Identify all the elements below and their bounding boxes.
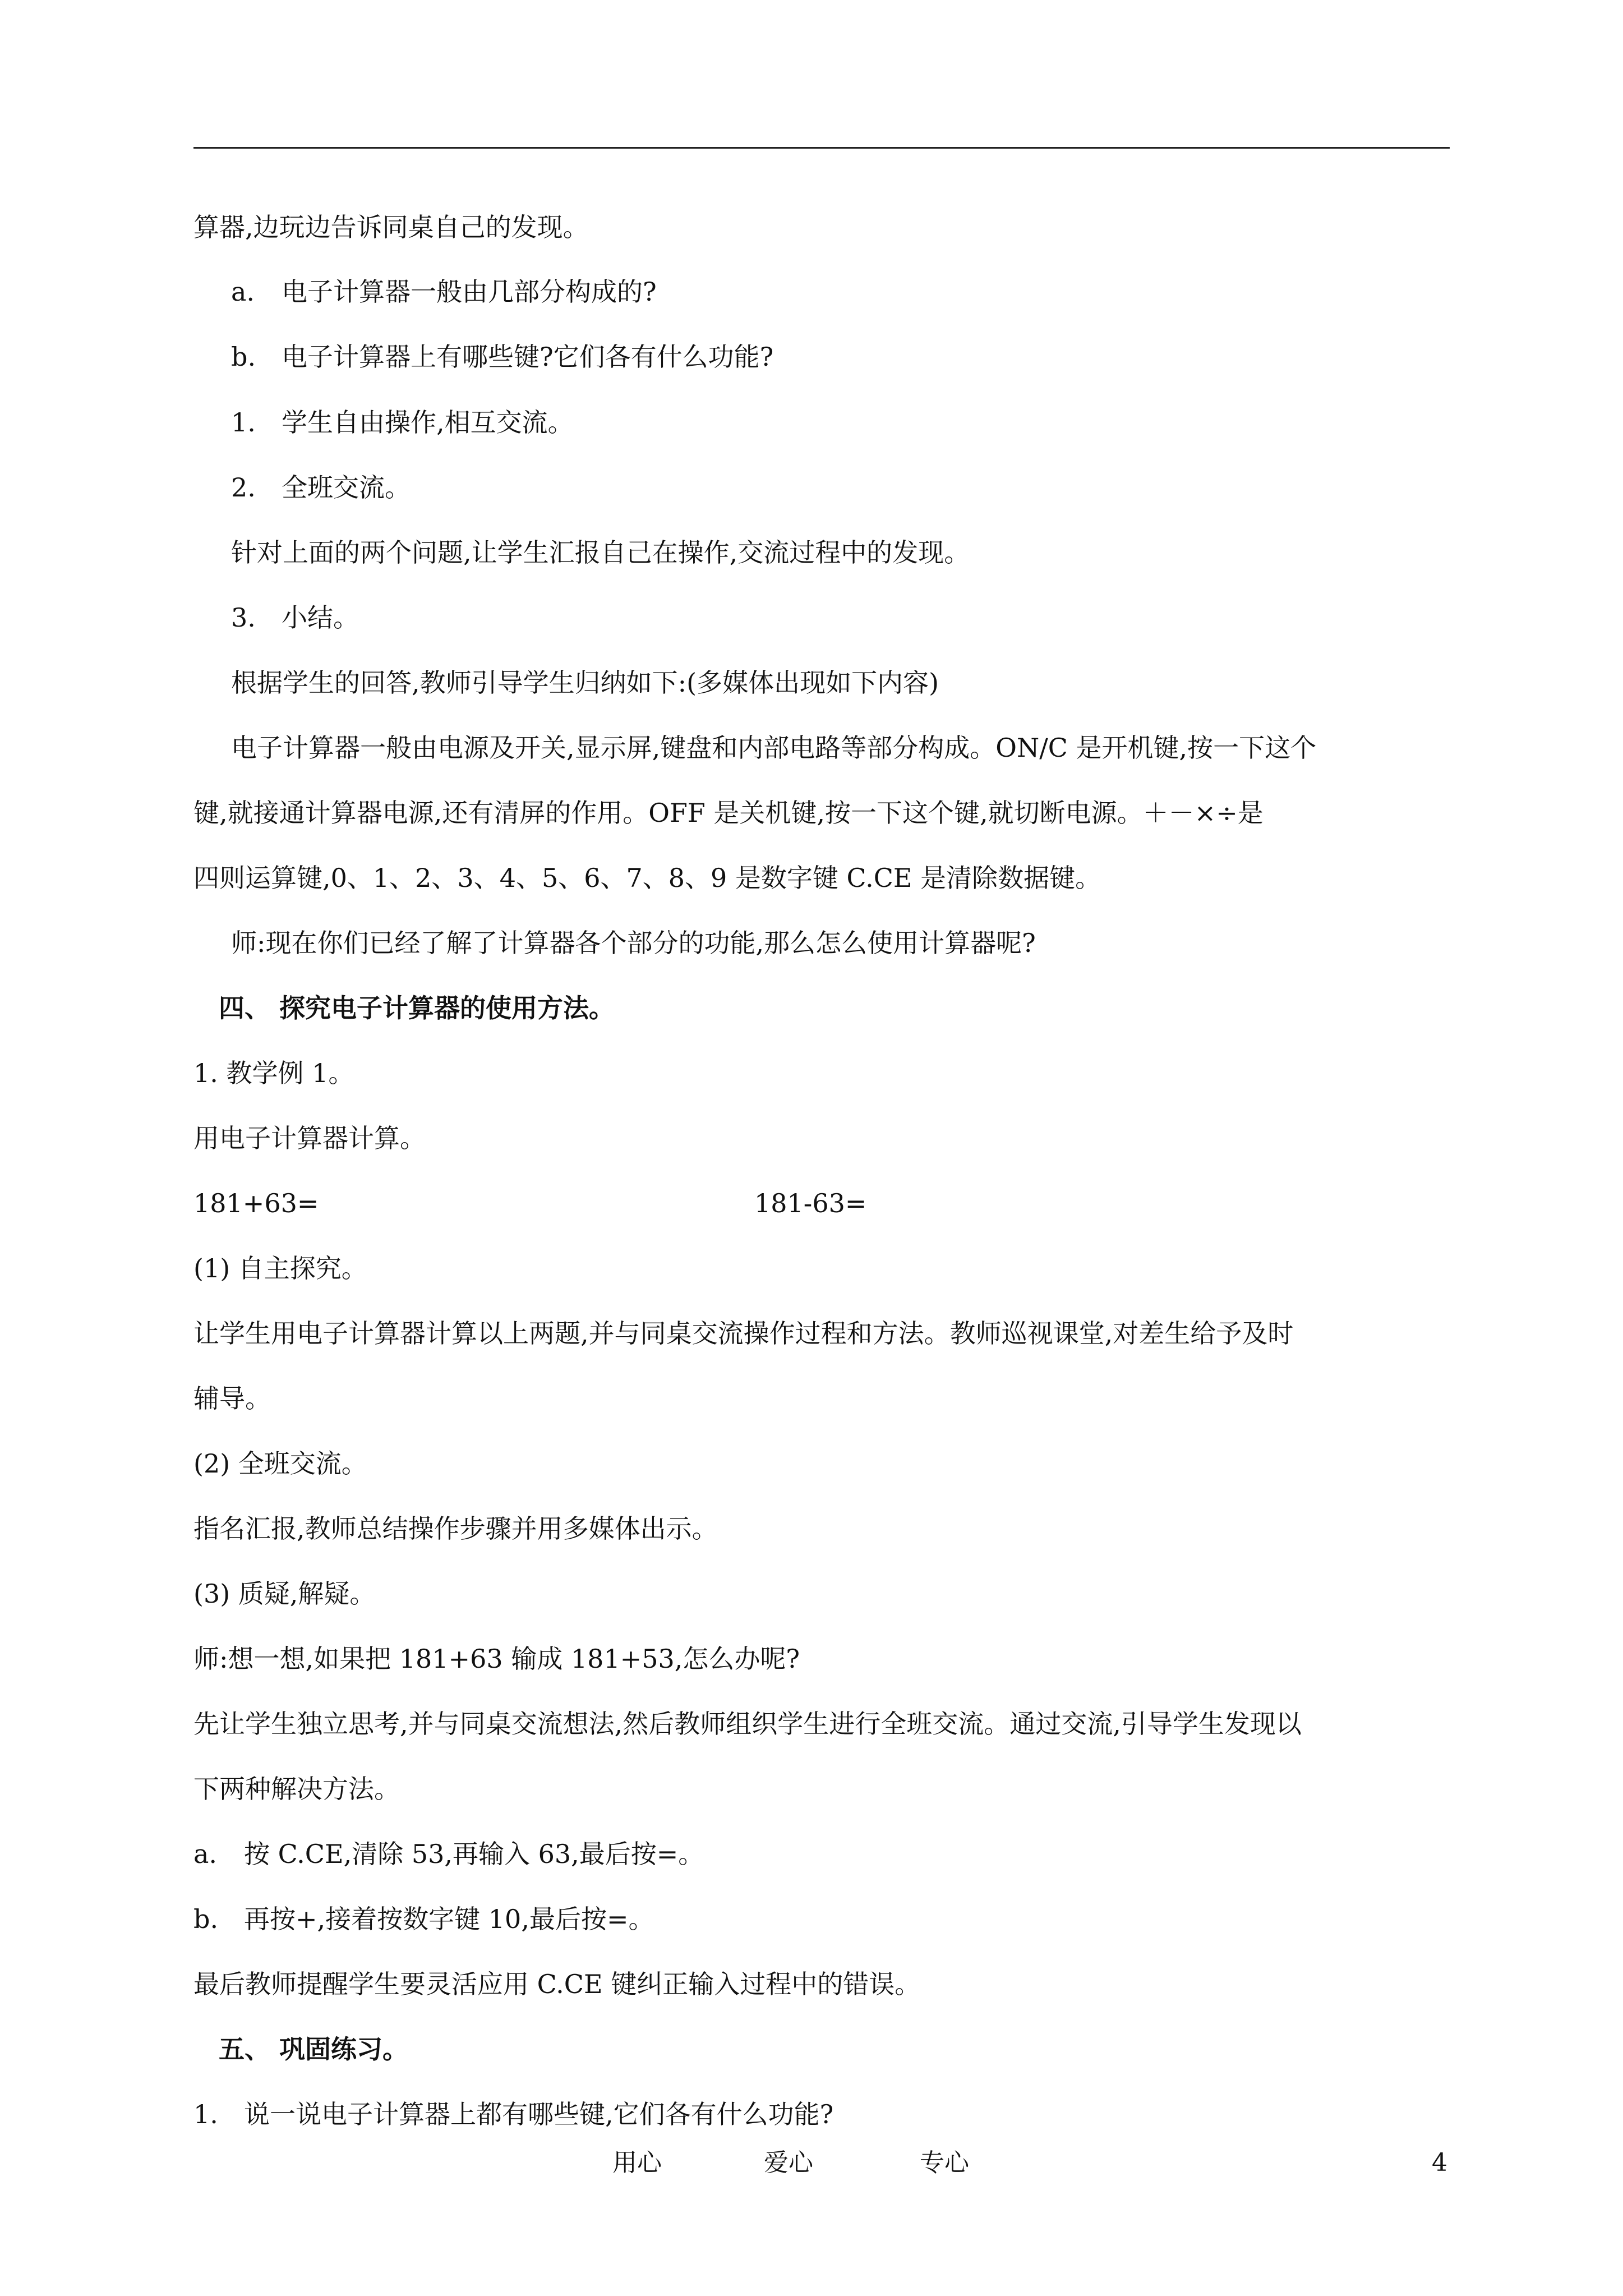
paragraph-line: 师:现在你们已经了解了计算器各个部分的功能,那么怎么使用计算器呢? xyxy=(231,928,1036,958)
paragraph-line: 辅导。 xyxy=(193,1383,271,1414)
paragraph-line: 算器,边玩边告诉同桌自己的发现。 xyxy=(193,212,589,242)
list-item-text: 电子计算器上有哪些键?它们各有什么功能? xyxy=(282,342,774,372)
list-item-1 xyxy=(231,407,574,438)
list-item-text: 学生自由操作,相互交流。 xyxy=(282,407,574,438)
list-item-text: 按 C.CE,清除 53,再输入 63,最后按=。 xyxy=(244,1839,704,1869)
paragraph-line: (3) 质疑,解疑。 xyxy=(193,1579,376,1609)
list-marker: b. xyxy=(231,342,256,372)
equation-right: 181-63= xyxy=(754,1188,867,1218)
list-marker: 3. xyxy=(231,602,256,633)
list-item-1 xyxy=(193,2101,833,2127)
paragraph-line: 键,就接通计算器电源,还有清屏的作用。OFF 是关机键,按一下这个键,就切断电源。＋－×÷是 xyxy=(193,798,1264,828)
section-heading-4: 四、 探究电子计算器的使用方法。 xyxy=(219,993,615,1023)
list-marker: 1. xyxy=(193,2099,218,2129)
list-marker: b. xyxy=(193,1904,219,1934)
section-heading-5: 五、 巩固练习。 xyxy=(219,2034,409,2064)
list-item-text: 电子计算器一般由几部分构成的? xyxy=(282,277,657,307)
list-item-a xyxy=(193,1841,704,1867)
paragraph-line: 最后教师提醒学生要灵活应用 C.CE 键纠正输入过程中的错误。 xyxy=(193,1969,921,1999)
footer-word-1: 用心 xyxy=(612,2148,662,2177)
footer-word-3: 专心 xyxy=(920,2148,969,2177)
paragraph-line: 指名汇报,教师总结操作步骤并用多媒体出示。 xyxy=(193,1513,718,1544)
list-item-3 xyxy=(231,602,359,633)
list-item-text: 说一说电子计算器上都有哪些键,它们各有什么功能? xyxy=(244,2099,834,2129)
paragraph-line: (1) 自主探究。 xyxy=(193,1253,367,1283)
header-rule xyxy=(193,147,1450,149)
paragraph-line: 针对上面的两个问题,让学生汇报自己在操作,交流过程中的发现。 xyxy=(231,537,970,568)
footer-word-2: 爱心 xyxy=(764,2148,813,2177)
paragraph-line: 1. 教学例 1。 xyxy=(193,1058,354,1088)
list-item-text: 再按+,接着按数字键 10,最后按=。 xyxy=(244,1904,654,1934)
paragraph-line: 电子计算器一般由电源及开关,显示屏,键盘和内部电路等部分构成。ON/C 是开机键,按一下这个 xyxy=(231,733,1317,763)
list-item-text: 小结。 xyxy=(282,602,359,633)
list-marker: 2. xyxy=(231,472,256,503)
page-number: 4 xyxy=(1432,2148,1447,2177)
list-item-a xyxy=(231,279,657,305)
list-marker: 1. xyxy=(231,407,256,438)
equation-left: 181+63= xyxy=(193,1188,319,1218)
list-item-2 xyxy=(231,472,411,503)
list-marker: a. xyxy=(193,1839,218,1869)
list-marker: a. xyxy=(231,277,255,307)
paragraph-line: 下两种解决方法。 xyxy=(193,1774,400,1804)
paragraph-line: 让学生用电子计算器计算以上两题,并与同桌交流操作过程和方法。教师巡视课堂,对差生给予及时 xyxy=(193,1318,1294,1349)
list-item-b xyxy=(231,344,773,370)
paragraph-line: 根据学生的回答,教师引导学生归纳如下:(多媒体出现如下内容) xyxy=(231,668,939,698)
paragraph-line: 四则运算键,0、1、2、3、4、5、6、7、8、9 是数字键 C.CE 是清除数据键。 xyxy=(193,863,1101,893)
paragraph-line: (2) 全班交流。 xyxy=(193,1448,367,1479)
list-item-text: 全班交流。 xyxy=(282,472,411,503)
paragraph-line: 先让学生独立思考,并与同桌交流想法,然后教师组织学生进行全班交流。通过交流,引导学生发现以 xyxy=(193,1709,1302,1739)
list-item-b xyxy=(193,1906,654,1932)
paragraph-line: 用电子计算器计算。 xyxy=(193,1123,426,1153)
paragraph-line: 师:想一想,如果把 181+63 输成 181+53,怎么办呢? xyxy=(193,1644,800,1674)
